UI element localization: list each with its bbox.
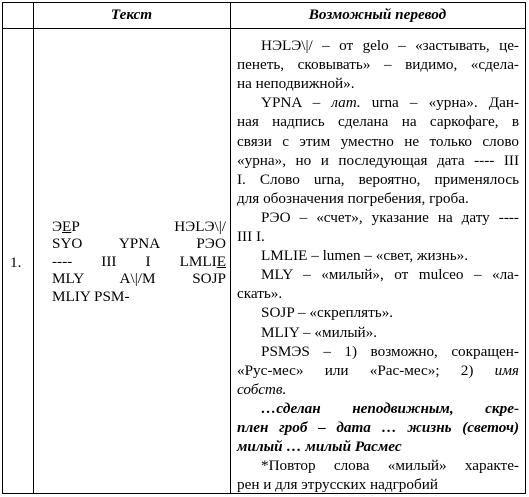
- translation-segment: для обозначения погребения, гроба.: [237, 189, 469, 207]
- text-line: [52, 235, 226, 252]
- translation-segment: YPNA –: [261, 94, 332, 112]
- translation-line: [237, 476, 438, 493]
- translation-line: [237, 113, 519, 130]
- translation-line: [237, 152, 519, 169]
- translation-segment: *Повтор слова «милый» характе-: [261, 457, 519, 475]
- translation-segment: собств.: [237, 380, 287, 398]
- translation-segment: PSMЭS – 1) возможно, сокращен-: [261, 342, 519, 360]
- table-border-left: [2, 2, 3, 494]
- translation-line: [237, 419, 519, 436]
- translation-segment: ная надпись сделана на саркофаге, в: [237, 113, 519, 131]
- translation-line: [237, 362, 519, 379]
- header-divider: [2, 28, 525, 29]
- translation-segment: urna – «урна». Дан-: [360, 94, 520, 112]
- translation-line: [261, 94, 519, 111]
- text-segment: ---- III I LMLIE: [52, 253, 226, 270]
- translation-line: [261, 209, 519, 226]
- translation-segment: III I.: [237, 228, 265, 245]
- translation-segment: …сделан неподвижным, скре-: [261, 399, 519, 417]
- text-segment: MLY A\|/M SOJP: [52, 270, 226, 287]
- text-line: [52, 218, 226, 235]
- translation-line: [261, 400, 519, 417]
- text-line: [52, 288, 226, 305]
- translation-segment: связи с этим уместно не только слово: [237, 132, 519, 150]
- translation-segment: НЭLЭ\|/ – от gelo – «застывать, це-: [261, 37, 519, 54]
- header-translation: Возможный перевод: [308, 6, 447, 23]
- translation-segment: рен и для этрусских надгробий: [237, 476, 438, 494]
- header-text: Текст: [110, 6, 153, 23]
- translation-segment: MLIY – «милый».: [261, 323, 378, 341]
- translation-line: [261, 37, 519, 54]
- translation-segment: SOJP – «скреплять».: [261, 304, 394, 322]
- translation-segment: «Рус-мес» или «Рас-мес»; 2): [237, 361, 495, 379]
- translation-segment: пенеть, сковывать» – видимо, «сдела-: [237, 56, 519, 74]
- table-border-right: [525, 2, 526, 494]
- translation-line: [237, 228, 265, 245]
- translation-segment: LMLIE – lumen – «свет, жизнь».: [261, 247, 469, 265]
- translation-line: [237, 171, 519, 188]
- translation-line: [261, 247, 468, 264]
- translation-segment: плен гроб – дата … жизнь (светоч): [237, 419, 519, 436]
- translation-line: [261, 304, 393, 321]
- text-segment: ЭЕР НЭLЭ\|/: [52, 218, 226, 235]
- text-line: [52, 253, 226, 270]
- row-number: 1.: [10, 254, 22, 271]
- translation-segment: I. Слово urna, вероятно, применялось: [237, 170, 519, 188]
- translation-segment: имя: [494, 361, 519, 379]
- translation-line: [237, 133, 519, 150]
- column-divider-text: [230, 2, 231, 494]
- text-segment: SYO YPNA РЭО: [52, 235, 226, 252]
- translation-segment: MLY – «милый», от mulceo – «ла-: [261, 266, 519, 284]
- translation-segment: «урна», но и последующая дата ---- III: [237, 151, 519, 169]
- translation-segment: на неподвижной».: [237, 75, 355, 93]
- text-line: [52, 270, 226, 287]
- translation-line: [237, 438, 402, 455]
- translation-line: [237, 285, 282, 302]
- translation-line: [261, 324, 377, 341]
- translation-line: [237, 56, 519, 73]
- translation-line: [237, 190, 469, 207]
- column-divider-number: [33, 2, 34, 494]
- translation-line: [261, 343, 519, 360]
- table-border-top: [2, 2, 525, 3]
- translation-line: [261, 457, 519, 474]
- translation-segment: РЭО – «счет», указание на дату ----: [261, 208, 519, 226]
- translation-segment: милый … милый Расмес: [237, 438, 402, 456]
- translation-line: [237, 381, 286, 398]
- translation-line: [237, 75, 355, 92]
- translation-segment: скать».: [237, 285, 283, 303]
- translation-line: [261, 266, 519, 283]
- text-segment: MLIY PSM-: [52, 288, 130, 305]
- translation-segment: лат.: [331, 94, 361, 112]
